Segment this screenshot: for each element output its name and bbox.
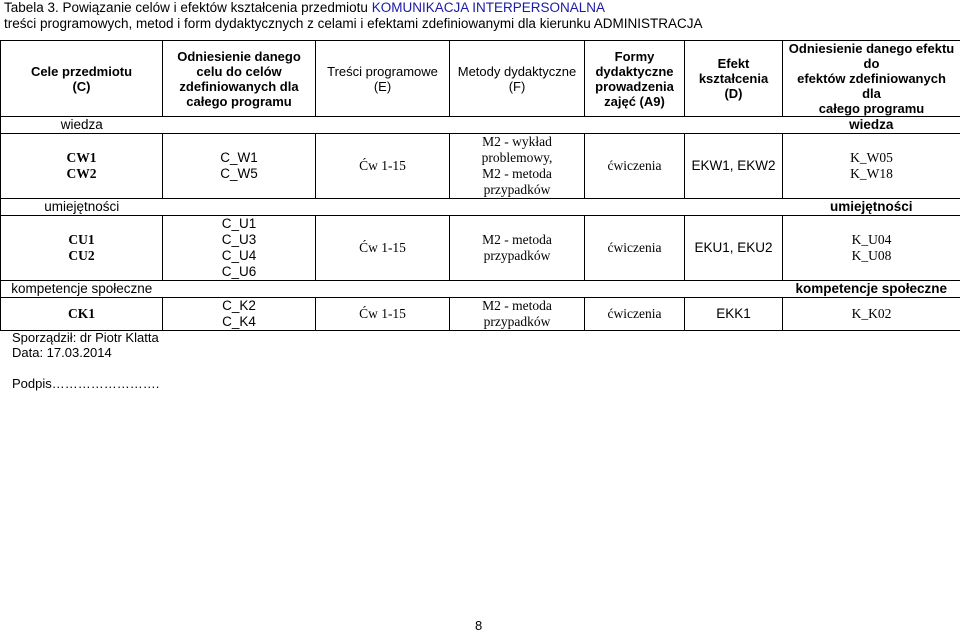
cell-cele: CK1 (1, 298, 163, 331)
header-odniesienie-efektu: Odniesienie danego efektu do efektów zdefiniowanych dla całego programu (783, 41, 960, 117)
cell-efekt: EKK1 (685, 298, 783, 331)
cell-tresci: Ćw 1-15 (316, 298, 450, 331)
header-odniesienie-celu: Odniesienie danego celu do celów zdefiniowanych dla całego programu (163, 41, 316, 117)
section-label-right: umiejętności (783, 199, 960, 216)
cell-formy: ćwiczenia (585, 134, 685, 199)
cell-tresci: Ćw 1-15 (316, 134, 450, 199)
header-cele: Cele przedmiotu (C) (1, 41, 163, 117)
section-label-left: kompetencje społeczne (1, 281, 163, 298)
table-row (1, 216, 960, 281)
cell-odniesienie-celu: C_K2 C_K4 (163, 298, 316, 331)
cell-efekt: EKU1, EKU2 (685, 216, 783, 281)
caption-line-1 (4, 0, 703, 16)
section-label-left: umiejętności (1, 199, 163, 216)
subject-name: KOMUNIKACJA INTERPERSONALNA (372, 0, 605, 15)
header-efekt: Efekt kształcenia (D) (685, 41, 783, 117)
cell-cele: CW1 CW2 (1, 134, 163, 199)
header-row (1, 41, 960, 117)
cell-tresci: Ćw 1-15 (316, 216, 450, 281)
header-metody: Metody dydaktyczne (F) (450, 41, 585, 117)
cell-formy: ćwiczenia (585, 298, 685, 331)
cell-odniesienie-efektu: K_U04 K_U08 (783, 216, 960, 281)
cell-odniesienie-efektu: K_W05 K_W18 (783, 134, 960, 199)
cell-formy: ćwiczenia (585, 216, 685, 281)
cell-metody: M2 - metoda przypadków (450, 216, 585, 281)
section-label-right: wiedza (783, 117, 960, 134)
cell-metody: M2 - wykład problemowy, M2 - metoda przypadków (450, 134, 585, 199)
section-label-left: wiedza (1, 117, 163, 134)
cell-efekt: EKW1, EKW2 (685, 134, 783, 199)
signature-line: Podpis……………………. (12, 376, 159, 391)
section-label-right: kompetencje społeczne (783, 281, 960, 298)
cell-metody: M2 - metoda przypadków (450, 298, 585, 331)
section-row-kompetencje (1, 281, 960, 298)
section-row-wiedza (1, 117, 960, 134)
table-row (1, 134, 960, 199)
cell-cele: CU1 CU2 (1, 216, 163, 281)
section-row-umiejetnosci (1, 199, 960, 216)
mapping-table (0, 40, 960, 331)
cell-odniesienie-efektu: K_K02 (783, 298, 960, 331)
caption-prefix: Tabela 3. Powiązanie celów i efektów kształcenia przedmiotu (4, 0, 372, 15)
table-row (1, 298, 960, 331)
prepared-by: Sporządził: dr Piotr Klatta (12, 330, 159, 345)
header-formy: Formy dydaktyczne prowadzenia zajęć (A9) (585, 41, 685, 117)
caption-line-2: treści programowych, metod i form dydaktycznych z celami i efektami zdefiniowanymi dla kierunku ADMINISTRACJA (4, 16, 703, 32)
header-tresci: Treści programowe (E) (316, 41, 450, 117)
cell-odniesienie-celu: C_U1 C_U3 C_U4 C_U6 (163, 216, 316, 281)
cell-odniesienie-celu: C_W1 C_W5 (163, 134, 316, 199)
page-number: 8 (475, 618, 482, 633)
date-line: Data: 17.03.2014 (12, 345, 112, 360)
table-caption (4, 0, 703, 32)
